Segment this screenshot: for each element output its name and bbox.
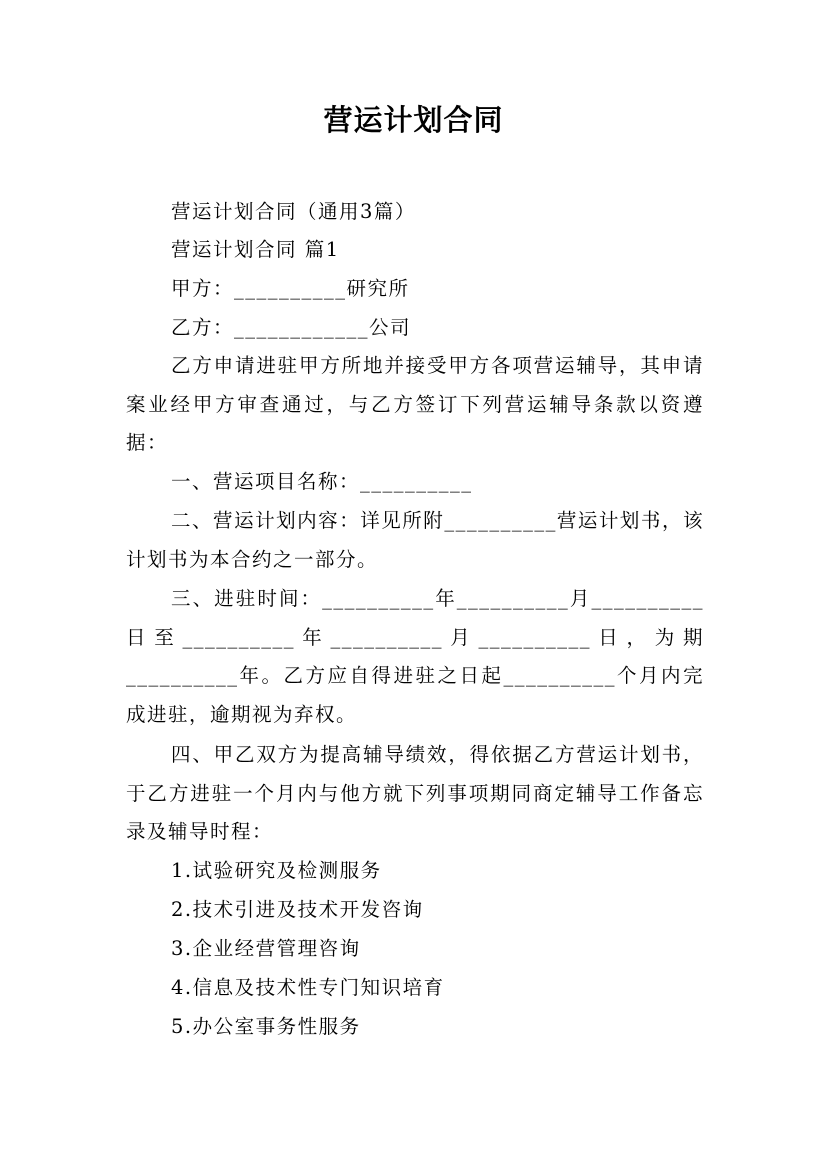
- paragraph-application: 乙方申请进驻甲方所地并接受甲方各项营运辅导，其申请案业经甲方审查通过，与乙方签订下列营运辅导条款以资遵据：: [126, 354, 704, 455]
- list-item-5: 5.办公室事务性服务: [171, 1015, 361, 1038]
- paragraph-party-b: 乙方：____________公司: [171, 316, 412, 339]
- list-item-2: 2.技术引进及技术开发咨询: [171, 898, 424, 921]
- paragraph-clause-2: 二、营运计划内容：详见所附__________营运计划书，该计划书为本合约之一部分。: [126, 509, 704, 571]
- paragraph-collection-title: 营运计划合同（通用3篇）: [171, 200, 416, 223]
- paragraph-part-heading: 营运计划合同 篇1: [171, 238, 340, 261]
- list-item-1: 1.试验研究及检测服务: [171, 859, 382, 882]
- paragraph-clause-4: 四、甲乙双方为提高辅导绩效，得依据乙方营运计划书，于乙方进驻一个月内与他方就下列事项期同商定辅导工作备忘录及辅导时程：: [126, 743, 704, 844]
- paragraph-clause-1: 一、营运项目名称：__________: [171, 470, 473, 493]
- document-title: 营运计划合同: [323, 103, 504, 137]
- paragraph-clause-3: 三、进驻时间：__________年__________月__________日至__________年__________月__________日，为期__________年。乙方应自得进驻之日起__________个月内完成进驻，逾期视为弃权。: [126, 587, 704, 726]
- paragraph-party-a: 甲方：__________研究所: [171, 277, 410, 300]
- list-item-4: 4.信息及技术性专门知识培育: [171, 976, 445, 999]
- list-item-3: 3.企业经营管理咨询: [171, 937, 361, 960]
